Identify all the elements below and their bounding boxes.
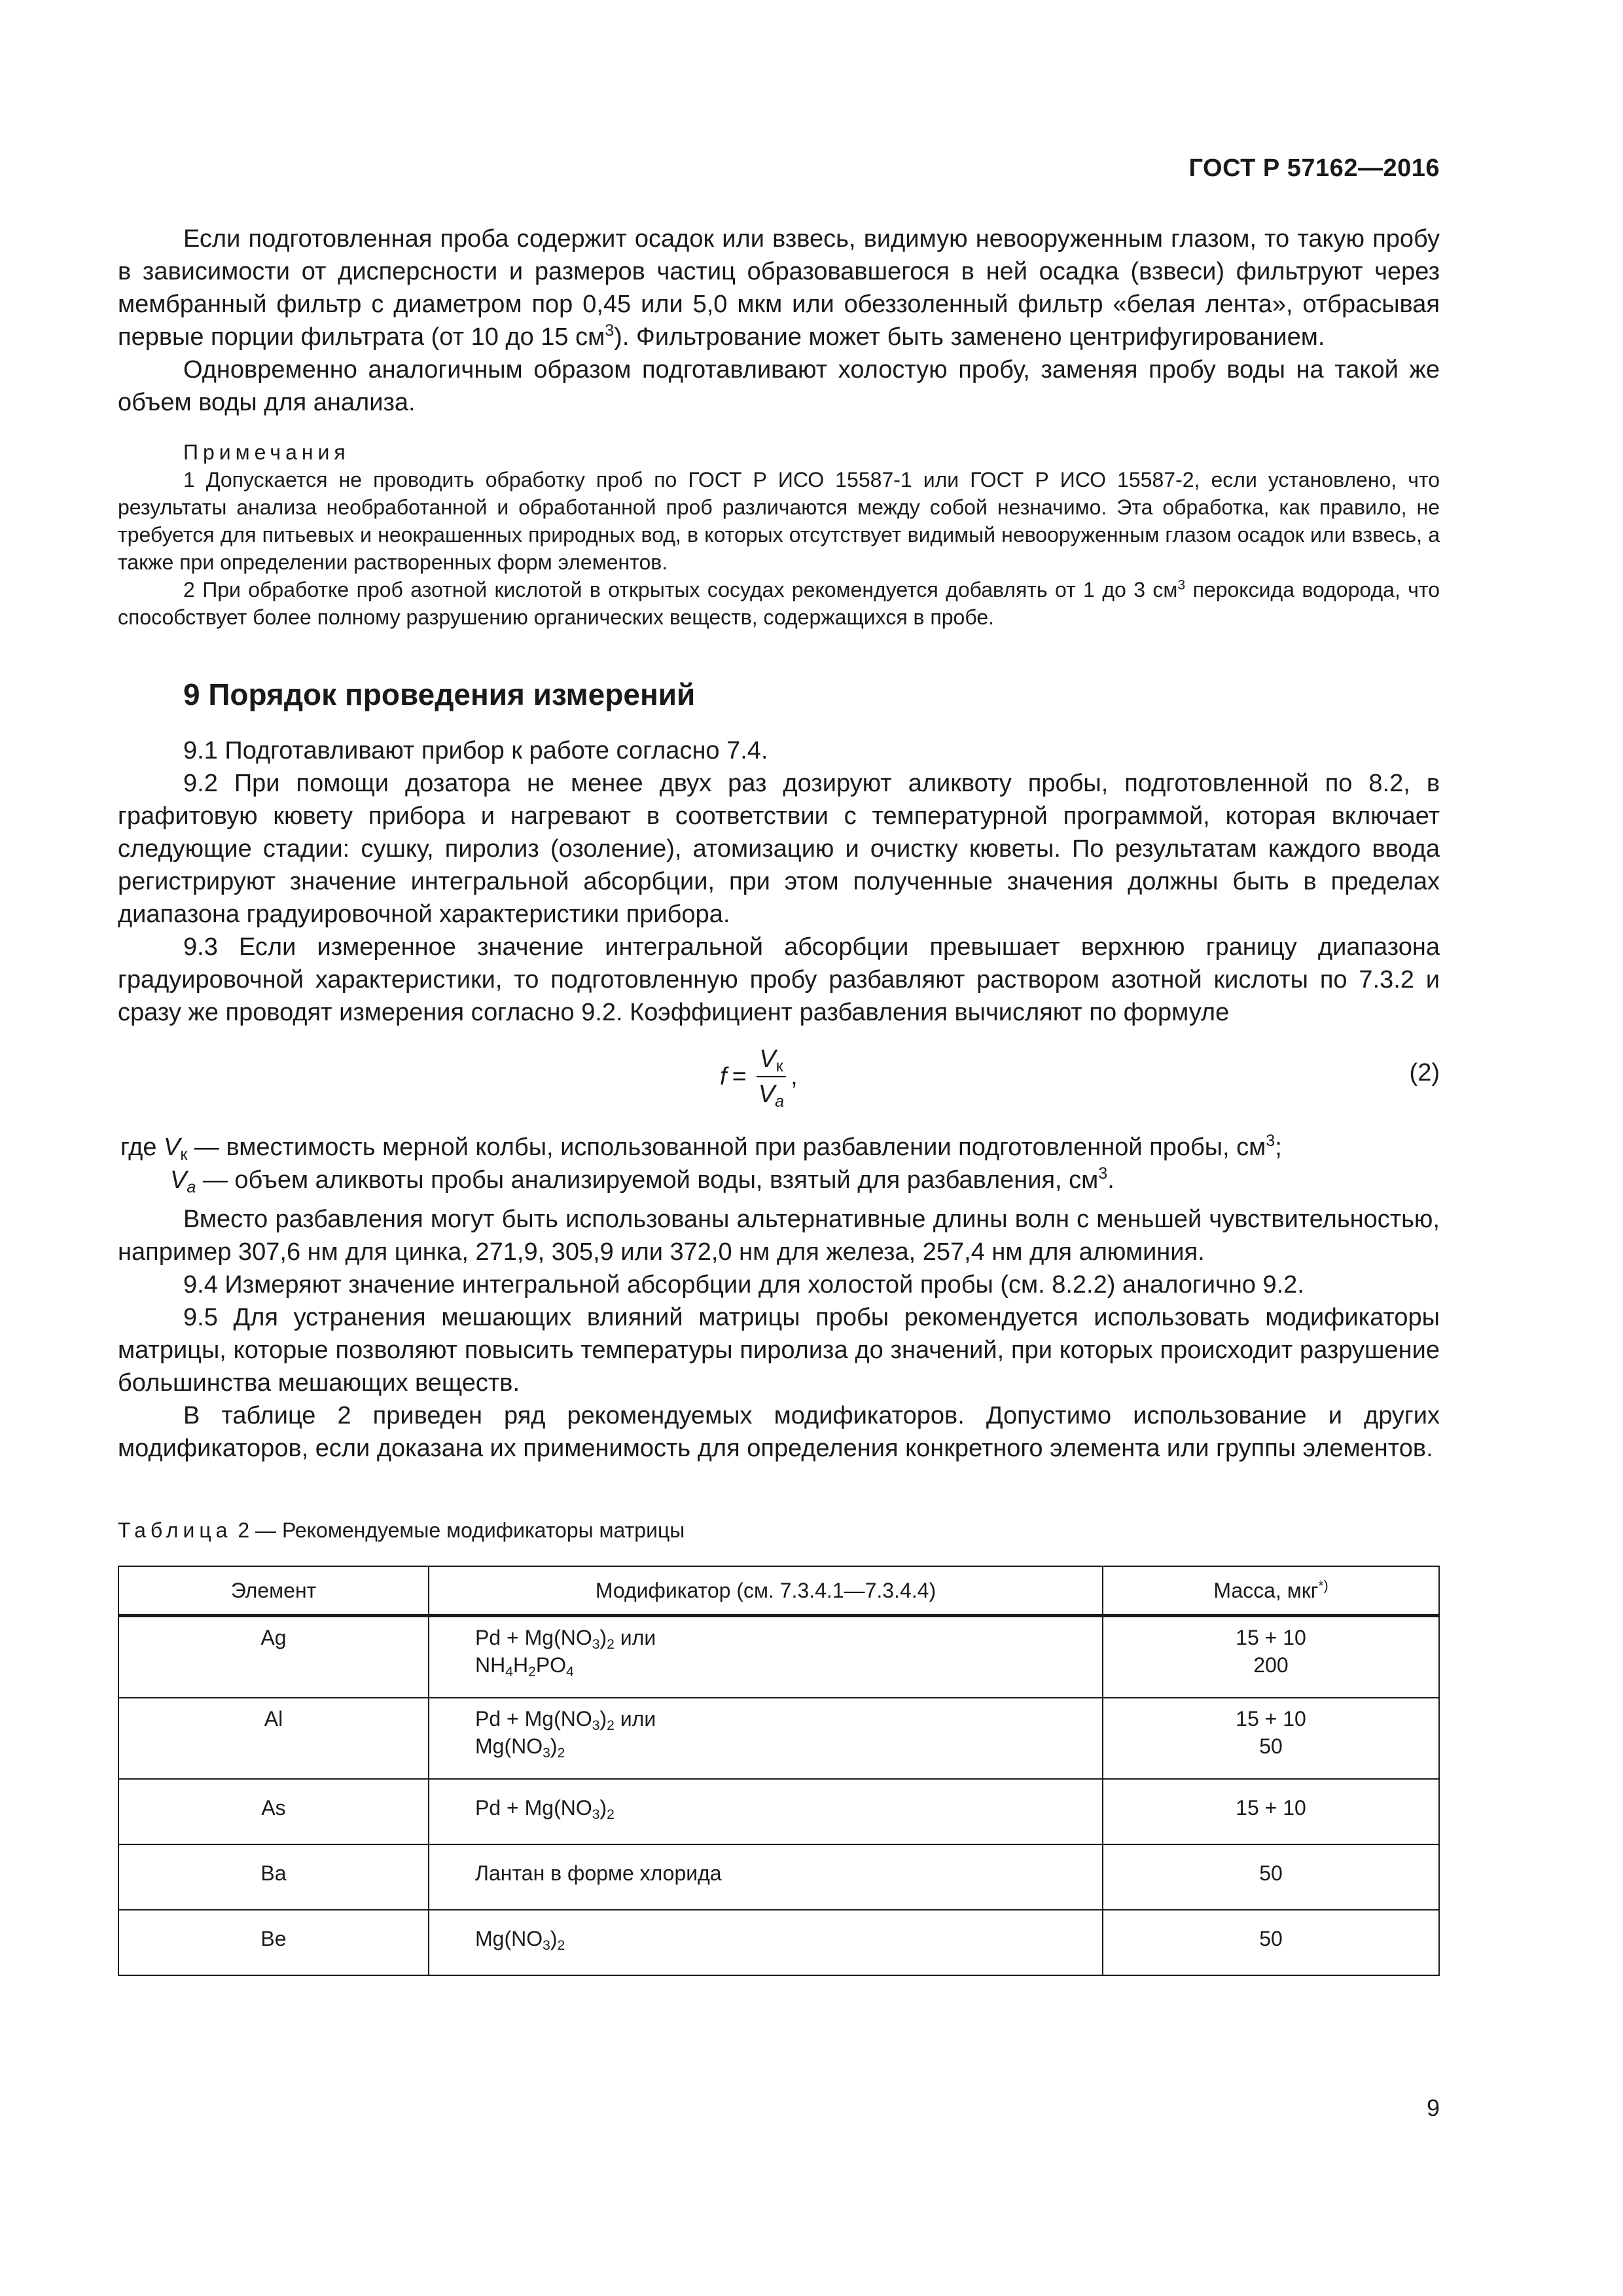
formula-block [118,1039,1440,1118]
paragraph-table-ref: В таблице 2 приведен ряд рекомендуемых модификаторов. Допустимо использование и других модификаторов, если доказана их применимость для определения конкретного элемента или группы элементов. [118,1402,1440,1462]
page-number: 9 [1426,2094,1440,2121]
formula-fraction: $\frac{V_к}{V_a}$ [756,1043,787,1110]
clause-9-4: 9.4 Измеряют значение интегральной абсорбции для холостой пробы (см. 8.2.2) аналогично 9.2. [183,1271,1304,1299]
modifiers-table [118,1566,1440,1976]
paragraph-alt-wavelengths: Вместо разбавления могут быть использованы альтернативные длины волн с меньшей чувствительностью, например 307,6 нм для цинка, 271,9, 305,9 или 372,0 нм для железа, 257,4 нм для алюминия. [118,1206,1440,1266]
table-caption: Таблица 2 — Рекомендуемые модификаторы матрицы [118,1518,685,1542]
table-row: Al $Pd + Mg(NO_3)_2$ или $Mg(NO_3)_2$ 15 + 10 50 [118,1698,1439,1779]
note-1: 1 Допускается не проводить обработку проб по ГОСТ Р ИСО 15587-1 или ГОСТ Р ИСО 15587-2, если установлено, что результаты анализа необработанной и обработанной проб различаются между собой незначимо. Эта обработка, как правило, не требуется для питьевых и неокрашенных природных вод, в которых отсутствует видимый невооруженным глазом осадок или взвесь, а также при определении растворенных форм элементов. [118,468,1440,574]
clause-9-5: 9.5 Для устранения мешающих влияний матрицы пробы рекомендуется использовать модификаторы матрицы, которые позволяют повысить температуры пиролиза до значений, при которых происходит разрушение большинства мешающих веществ. [118,1304,1440,1397]
paragraph-sediment: Если подготовленная проба содержит осадок или взвесь, видимую невооруженным глазом, то такую пробу в зависимости от дисперсности и размеров частиц образовавшегося в ней осадка (взвеси) фильтруют через мембранный фильтр с диаметром пор 0,45 или 5,0 мкм или обеззоленный фильтр «белая лента», отбрасывая первые порции фильтрата (от 10 до 15 $см^3$). Фильтрование может быть заменено центрифугированием. [118,225,1440,351]
header-mass: Масса, мкг*) [1103,1566,1439,1616]
document-body [118,223,1440,1976]
section-heading: 9 Порядок проведения измерений [183,677,696,711]
table-row: Be $Mg(NO_3)_2$ 50 [118,1910,1439,1975]
legend-vk: где $V_к$ — вместимость мерной колбы, использованной при разбавлении подготовленной пробы, $см^3$; [120,1132,1282,1164]
notes-block [118,439,1440,631]
dilution-formula: f = $\frac{V_к}{V_a}$ , [720,1043,798,1110]
header-modifier: Модификатор (см. 7.3.4.1—7.3.4.4) [429,1566,1103,1616]
formula-legend [118,1131,1440,1196]
table-header-row [118,1566,1439,1616]
clause-9-1: 9.1 Подготавливают прибор к работе согласно 7.4. [183,737,768,764]
clause-9-2: 9.2 При помощи дозатора не менее двух раз дозируют аликвоту пробы, подготовленной по 8.2, в графитовую кювету прибора и нагревают в соответствии с температурной программой, которая включает следующие стадии: сушку, пиролиз (озоление), атомизацию и очистку кюветы. По результатам каждого ввода регистрируют значение интегральной абсорбции, при этом полученные значения должны быть в пределах диапазона градуировочной характеристики прибора. [118,770,1440,928]
table-row: Ag $Pd + Mg(NO_3)_2$ или $NH_4H_2PO_4$ 15 + 10 200 [118,1616,1439,1698]
note-2: 2 При обработке проб азотной кислотой в открытых сосудах рекомендуется добавлять от 1 до 3 $см^3$ пероксида водорода, что способствует более полному разрушению органических веществ, содержащихся в пробе. [118,577,1440,629]
table-row: Ba Лантан в форме хлорида 50 [118,1844,1439,1910]
paragraph-blank-sample: Одновременно аналогичным образом подготавливают холостую пробу, заменяя пробу воды на такой же объем воды для анализа. [118,356,1440,416]
notes-title: Примечания [183,440,350,464]
legend-va: $V_a$ — объем аликвоты пробы анализируемой воды, взятый для разбавления, $см^3$. [170,1164,1115,1197]
header-element: Элемент [118,1566,429,1616]
clause-9-3: 9.3 Если измеренное значение интегральной абсорбции превышает верхнюю границу диапазона градуировочной характеристики, то подготовленную пробу разбавляют раствором азотной кислоты по 7.3.2 и сразу же проводят измерения согласно 9.2. Коэффициент разбавления вычисляют по формуле [118,933,1440,1026]
standard-code-header: ГОСТ Р 57162—2016 [1188,154,1440,182]
formula-number: (2) [1409,1059,1440,1086]
table-row: As $Pd + Mg(NO_3)_2$ 15 + 10 [118,1779,1439,1844]
